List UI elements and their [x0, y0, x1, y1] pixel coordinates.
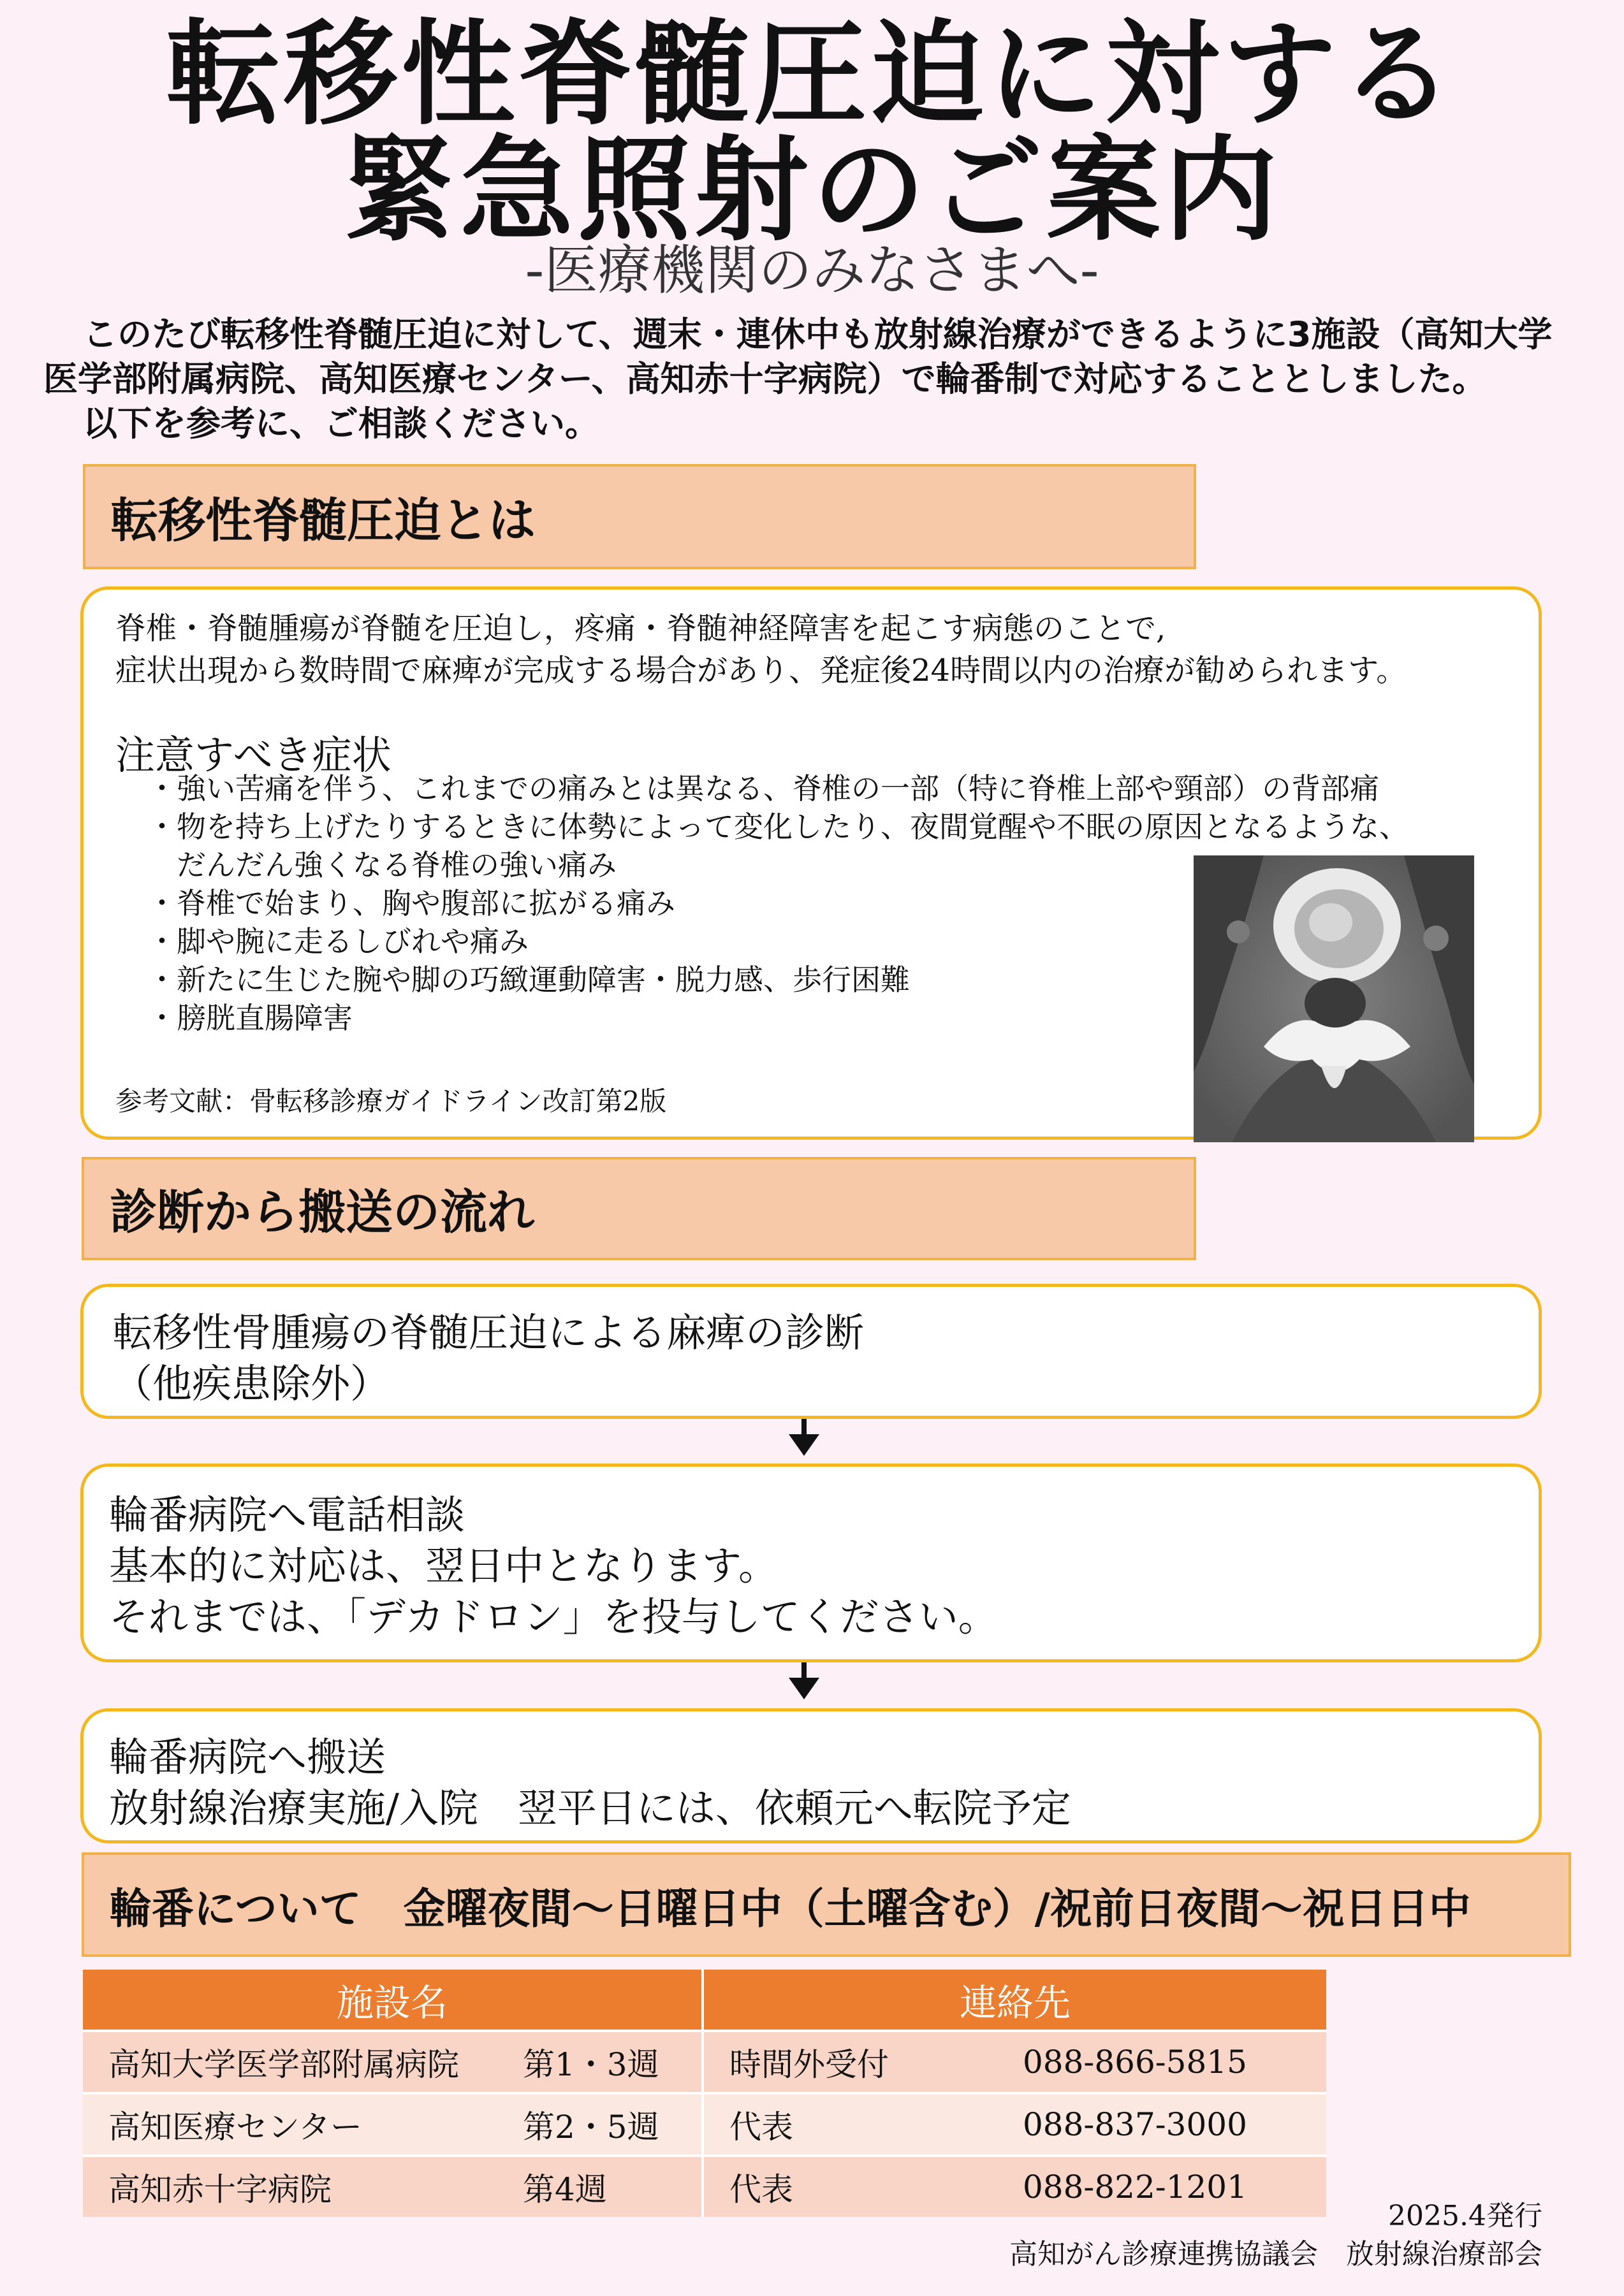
description-line-2: 症状出現から数時間で麻痺が完成する場合があり、発症後24時間以内の治療が勧められます。 [115, 653, 1407, 688]
step-text: 転移性骨腫瘍の脊髄圧迫による麻痺の診断 [113, 1309, 865, 1356]
table-header-facility: 施設名 [83, 1970, 701, 2030]
title-line-1: 転移性脊髄圧迫に対する [166, 8, 1458, 140]
arrow-down-icon [789, 1678, 819, 1699]
contact-phone: 088-837-3000 [1023, 2106, 1247, 2143]
title-line-2: 緊急照射のご案内 [342, 124, 1282, 256]
ct-scan-image [1194, 855, 1474, 1142]
facility-week: 第2・5週 [523, 2109, 659, 2146]
arrow-down-icon [801, 1419, 807, 1435]
symptom-item: ・強い苦痛を伴う、これまでの痛みとは異なる、脊椎の一部（特に脊椎上部や頸部）の背部痛 [147, 771, 1379, 806]
contact-cell [701, 2032, 1326, 2092]
contact-cell [701, 2157, 1326, 2217]
hospital-table [83, 1970, 1326, 2217]
step-text: 基本的に対応は、翌日中となります。 [109, 1543, 779, 1589]
intro-line-2: 医学部附属病院、高知医療センター、高知赤十字病院）で輪番制で対応することとしました。 [43, 359, 1487, 399]
symptom-item: ・物を持ち上げたりするときに体勢によって変化したり、夜間覚醒や不眠の原因となるような、 [147, 810, 1408, 844]
step-text: 輪番病院へ電話相談 [109, 1492, 465, 1538]
description-line-1: 脊椎・脊髄腫瘍が脊髄を圧迫し，疼痛・脊髄神経障害を起こす病態のことで, [115, 611, 1166, 646]
contact-phone: 088-822-1201 [1023, 2169, 1247, 2205]
intro-line-3: 以下を参考に、ご相談ください。 [83, 403, 599, 444]
arrow-down-icon [789, 1434, 819, 1456]
flow-step-diagnosis [80, 1284, 1542, 1419]
table-row [83, 2095, 1326, 2154]
facility-week: 第1・3週 [523, 2046, 659, 2083]
contact-desk: 代表 [729, 2171, 793, 2208]
issued-date: 2025.4発行 [1388, 2200, 1542, 2232]
facility-cell [83, 2032, 701, 2092]
flow-step-transfer [80, 1708, 1542, 1843]
table-header-row [83, 1970, 1326, 2030]
rotation-label: 輪番について 金曜夜間～日曜日中（土曜含む）/祝前日夜間～祝日日中 [110, 1884, 1471, 1933]
symptoms-heading: 注意すべき症状 [115, 732, 391, 778]
step-text: それまでは、「デカドロン」を投与してください。 [109, 1594, 998, 1640]
section-header-label: 診断から搬送の流れ [110, 1185, 534, 1240]
symptom-item: だんだん強くなる脊椎の強い痛み [147, 848, 617, 882]
contact-desk: 代表 [729, 2109, 793, 2146]
table-row [83, 2157, 1326, 2217]
flow-step-consult [80, 1464, 1542, 1662]
symptom-item: ・膀胱直腸障害 [147, 1001, 353, 1035]
section-header-definition [83, 464, 1196, 569]
step-text: 輪番病院へ搬送 [109, 1734, 386, 1780]
facility-name: 高知赤十字病院 [108, 2171, 332, 2208]
step-text: 放射線治療実施/入院 翌平日には、依頼元へ転院予定 [109, 1785, 1071, 1831]
contact-phone: 088-866-5815 [1023, 2044, 1247, 2081]
publisher: 高知がん診療連携協議会 放射線治療部会 [1009, 2238, 1542, 2271]
facility-name: 高知大学医学部附属病院 [108, 2046, 459, 2083]
symptom-item: ・脊椎で始まり、胸や腹部に拡がる痛み [147, 886, 675, 920]
symptom-item: ・脚や腕に走るしびれや痛み [147, 924, 529, 959]
step-text: （他疾患除外） [113, 1360, 390, 1407]
contact-desk: 時間外受付 [729, 2046, 889, 2083]
section-header-flow [82, 1157, 1196, 1260]
facility-cell [83, 2095, 701, 2154]
facility-week: 第4週 [523, 2171, 607, 2208]
section-header-label: 転移性脊髄圧迫とは [111, 493, 536, 548]
symptom-item: ・新たに生じた腕や脚の巧緻運動障害・脱力感、歩行困難 [147, 963, 910, 997]
reference-text: 参考文献：骨転移診療ガイドライン改訂第2版 [115, 1086, 667, 1117]
arrow-down-icon [801, 1662, 807, 1679]
intro-line-1: このたび転移性脊髄圧迫に対して、週末・連休中も放射線治療ができるように3施設（高知大学 [83, 314, 1553, 354]
table-row [83, 2032, 1326, 2092]
facility-name: 高知医療センター [108, 2109, 362, 2146]
table-header-contact: 連絡先 [701, 1970, 1326, 2030]
facility-cell [83, 2157, 701, 2217]
contact-cell [701, 2095, 1326, 2154]
subtitle: -医療機関のみなさまへ- [525, 239, 1099, 302]
rotation-header [82, 1852, 1571, 1957]
